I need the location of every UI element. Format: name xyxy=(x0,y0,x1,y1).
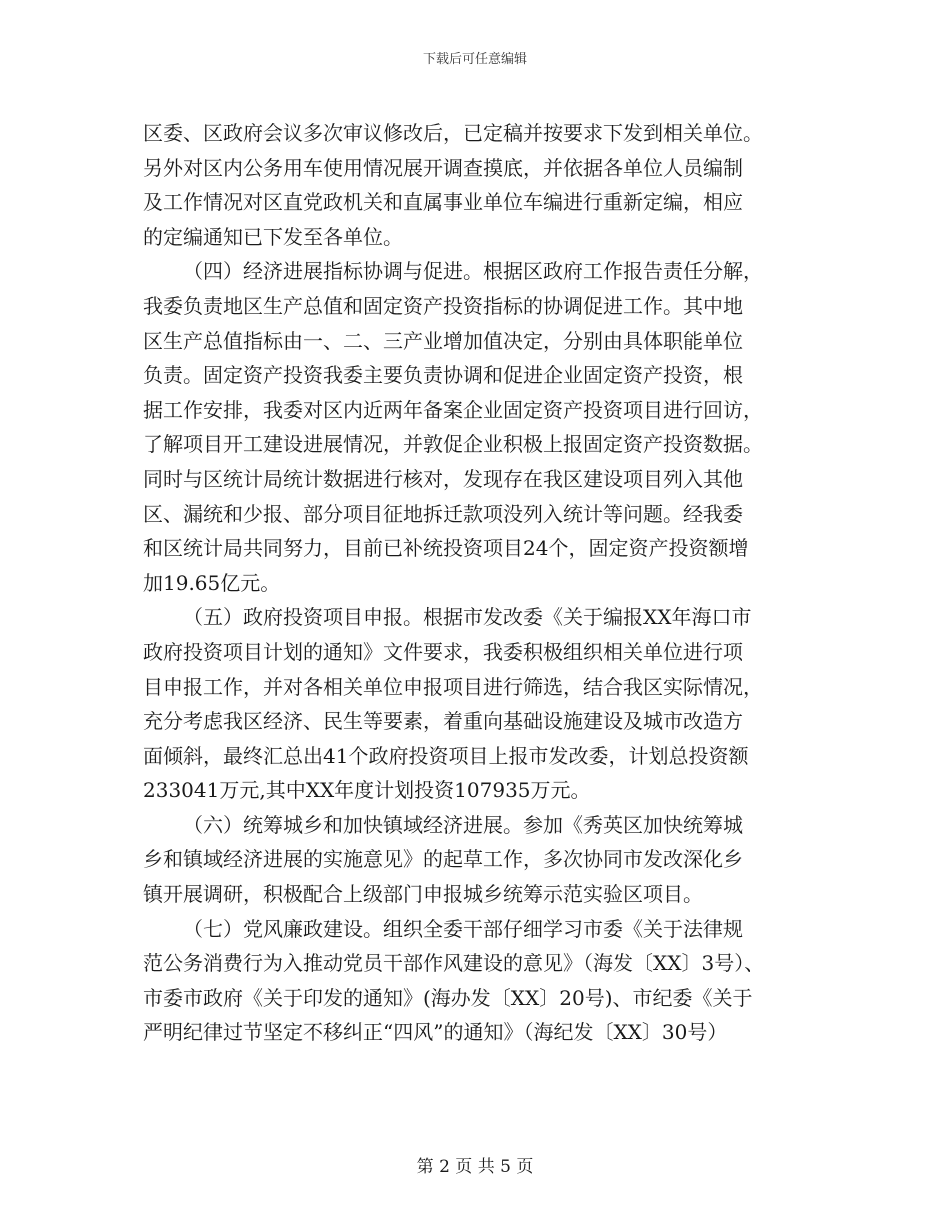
text-line: 加19.65亿元。 xyxy=(143,570,281,595)
text-line: 及工作情况对区直党政机关和直属事业单位车编进行重新定编，相应 xyxy=(143,190,743,215)
text-line: 充分考虑我区经济、民生等要素，着重向基础设施建设及城市改造方 xyxy=(143,709,743,734)
text-line: 和区统计局共同努力，目前已补统投资项目24个，固定资产投资额增 xyxy=(143,536,749,561)
text-line: 我委负责地区生产总值和固定资产投资指标的协调促进工作。其中地 xyxy=(143,293,743,318)
text-line: 区委、区政府会议多次审议修改后，已定稿并按要求下发到相关单位。 xyxy=(143,121,763,145)
text-line: 目申报工作，并对各相关单位申报项目进行筛选，结合我区实际情况， xyxy=(143,674,763,699)
text-line: 另外对区内公务用车使用情况展开调查摸底，并依据各单位人员编制 xyxy=(143,155,743,180)
text-line: 镇开展调研，积极配合上级部门申报城乡统筹示范实验区项目。 xyxy=(143,882,703,907)
text-line: 区生产总值指标由一、二、三产业增加值决定，分别由具体职能单位 xyxy=(143,328,743,353)
page-header: 下载后可任意编辑 xyxy=(422,52,527,67)
page-footer: 第 2 页 共 5 页 xyxy=(416,1157,534,1177)
text-line: 了解项目开工建设进展情况，并敦促企业积极上报固定资产投资数据。 xyxy=(143,432,763,457)
text-line: （六）统筹城乡和加快镇域经济进展。参加《秀英区加快统筹城 xyxy=(183,812,743,837)
text-line: 市委市政府《关于印发的通知》(海办发〔XX〕20号)、市纪委《关于 xyxy=(143,985,753,1010)
text-line: （五）政府投资项目申报。根据市发改委《关于编报XX年海口市 xyxy=(183,605,752,630)
text-line: 负责。固定资产投资我委主要负责协调和促进企业固定资产投资，根 xyxy=(143,363,743,388)
text-line: （四）经济进展指标协调与促进。根据区政府工作报告责任分解， xyxy=(183,259,763,284)
text-line: 233041万元,其中XX年度计划投资107935万元。 xyxy=(143,778,591,803)
text-line: （七）党风廉政建设。组织全委干部仔细学习市委《关于法律规 xyxy=(183,916,743,941)
text-line: 据工作安排，我委对区内近两年备案企业固定资产投资项目进行回访， xyxy=(143,397,763,422)
text-line: 面倾斜，最终汇总出41个政府投资项目上报市发改委，计划总投资额 xyxy=(143,743,749,768)
text-line: 严明纪律过节坚定不移纠正“四风”的通知》（海纪发〔XX〕30号） xyxy=(143,1020,728,1045)
text-line: 范公务消费行为入推动党员干部作风建设的意见》（海发〔XX〕3号）、 xyxy=(143,951,765,976)
text-line: 的定编通知已下发至各单位。 xyxy=(143,224,403,249)
text-line: 区、漏统和少报、部分项目征地拆迁款项没列入统计等问题。经我委 xyxy=(143,501,743,526)
text-line: 政府投资项目计划的通知》文件要求，我委积极组织相关单位进行项 xyxy=(143,639,743,664)
text-line: 同时与区统计局统计数据进行核对，发现存在我区建设项目列入其他 xyxy=(143,466,743,491)
document-body xyxy=(143,116,813,1050)
text-line: 乡和镇域经济进展的实施意见》的起草工作，多次协同市发改深化乡 xyxy=(143,847,743,872)
